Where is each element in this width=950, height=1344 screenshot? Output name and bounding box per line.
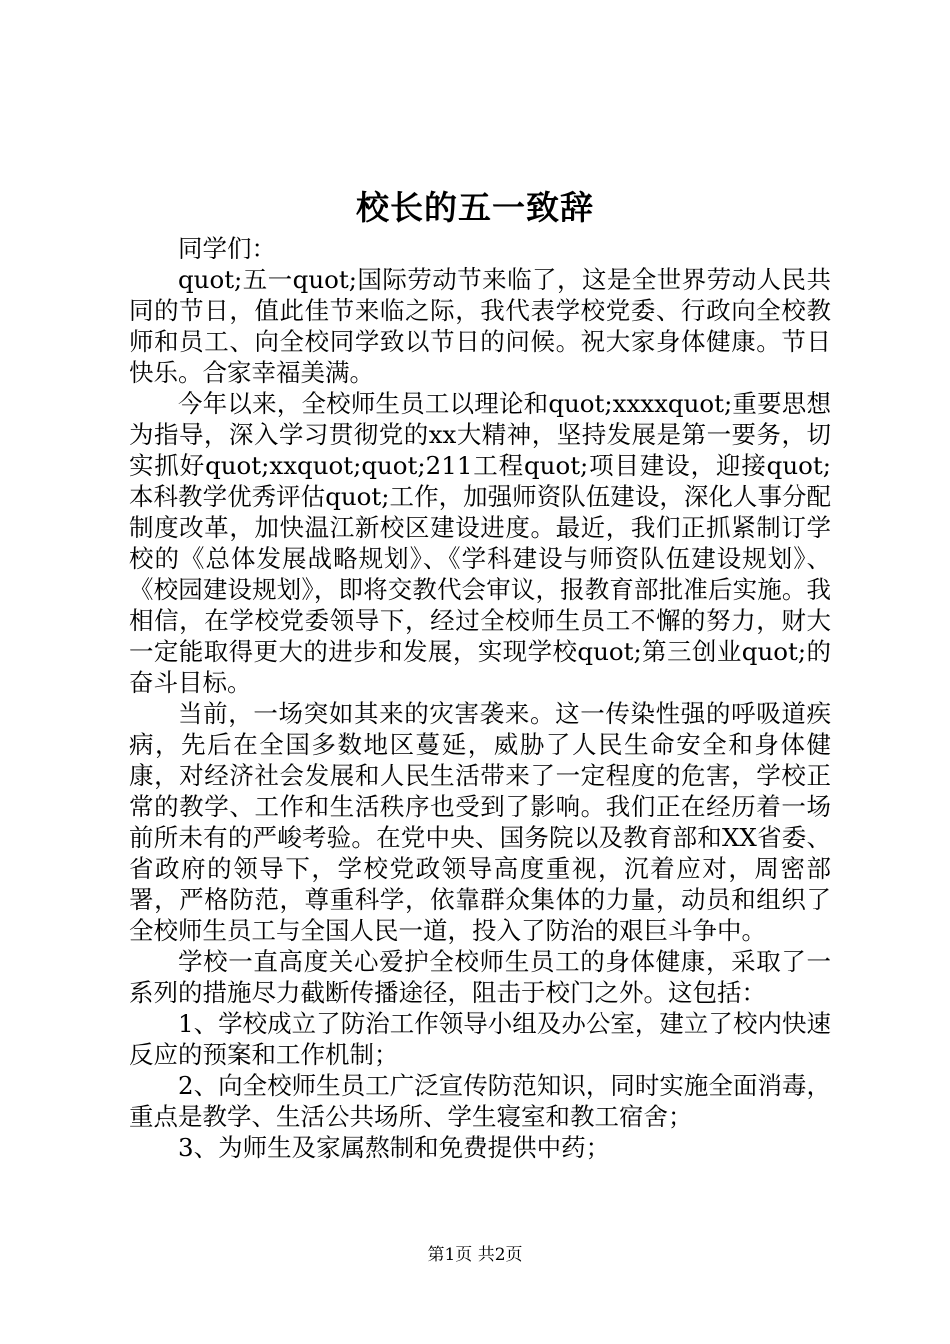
list-item-paragraph: 1、学校成立了防治工作领导小组及办公室，建立了校内快速反应的预案和工作机制； <box>129 1009 831 1069</box>
body-paragraph: 今年以来，全校师生员工以理论和quot;xxxxquot;重要思想为指导，深入学习贯彻党的xx大精神，坚持发展是第一要务，切实抓好quot;xxquot;quot;211工程quot;项目建设，迎接quot;本科教学优秀评估quot;工作，加强师资队伍建设，深化人事分配制度改革，加快温江新校区建设进度。最近，我们正抓紧制订学校的《总体发展战略规划》、《学科建设与师资队伍建设规划》、《校园建设规划》，即将交教代会审议，报教育部批准后实施。我相信，在学校党委领导下，经过全校师生员工不懈的努力，财大一定能取得更大的进步和发展，实现学校quot;第三创业quot;的奋斗目标。 <box>129 389 831 697</box>
list-item-paragraph: 2、向全校师生员工广泛宣传防范知识，同时实施全面消毒，重点是教学、生活公共场所、学生寝室和教工宿舍； <box>129 1071 831 1131</box>
page-footer: 第1页 共2页 <box>427 1245 523 1265</box>
body-paragraph: quot;五一quot;国际劳动节来临了，这是全世界劳动人民共同的节日，值此佳节来临之际，我代表学校党委、行政向全校教师和员工、向全校同学致以节日的问候。祝大家身体健康。节日快乐。合家幸福美满。 <box>129 265 831 387</box>
body-paragraph: 当前，一场突如其来的灾害袭来。这一传染性强的呼吸道疾病，先后在全国多数地区蔓延，威胁了人民生命安全和身体健康，对经济社会发展和人民生活带来了一定程度的危害，学校正常的教学、工作和生活秩序也受到了影响。我们正在经历着一场前所未有的严峻考验。在党中央、国务院以及教育部和XX省委、省政府的领导下，学校党政领导高度重视，沉着应对，周密部署，严格防范，尊重科学，依靠群众集体的力量，动员和组织了全校师生员工与全国人民一道，投入了防治的艰巨斗争中。 <box>129 699 831 945</box>
salutation-paragraph: 同学们： <box>178 234 276 263</box>
list-item-paragraph: 3、为师生及家属熬制和免费提供中药； <box>178 1133 611 1162</box>
document-title: 校长的五一致辞 <box>356 188 594 227</box>
body-paragraph: 学校一直高度关心爱护全校师生员工的身体健康，采取了一系列的措施尽力截断传播途径，阻击于校门之外。这包括： <box>129 947 831 1007</box>
document-body <box>129 233 831 1163</box>
